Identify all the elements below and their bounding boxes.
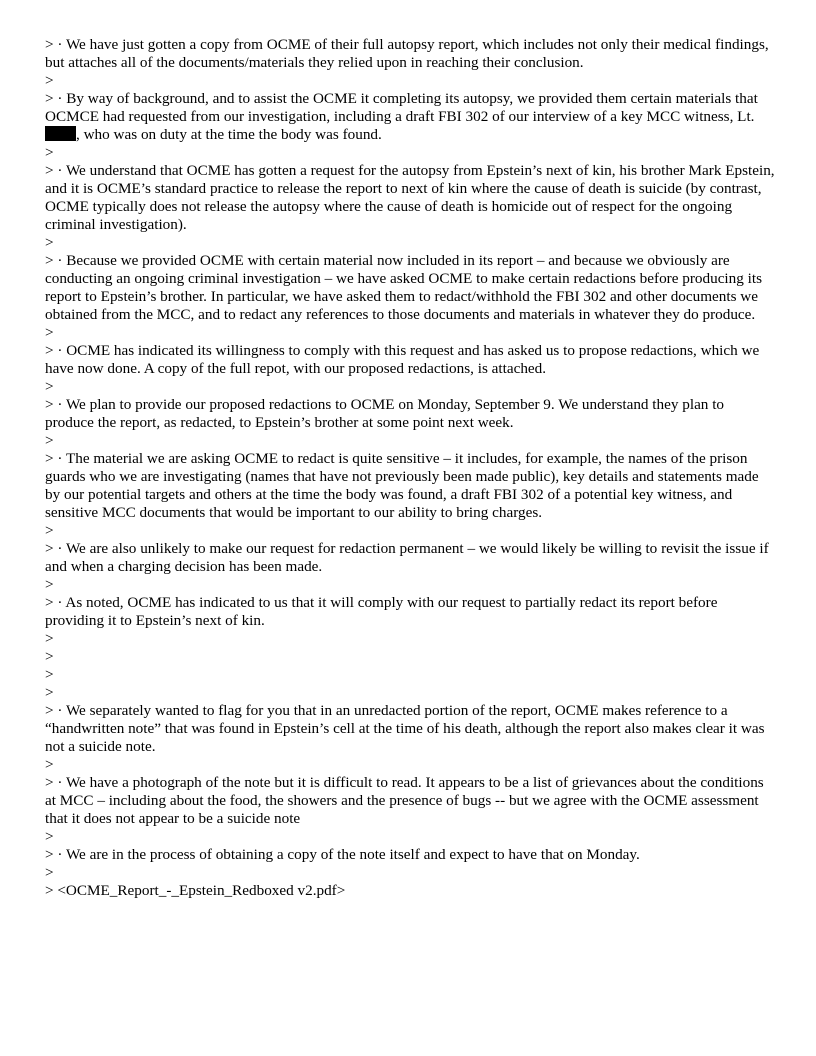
paragraph-obtaining-copy: > · We are in the process of obtaining a copy of the note itself and expect to have that on Monday. [45, 846, 640, 863]
email-body [45, 36, 775, 900]
quote-marker: > [45, 864, 54, 881]
paragraph-background-text: > · By way of background, and to assist the OCME it completing its autopsy, we provided them certain materials that OCMCE had requested from our investigation, including a draft FBI 302 of our interview of a key MCC witness, Lt. [45, 90, 758, 125]
paragraph-plan: > · We plan to provide our proposed redactions to OCME on Monday, September 9. We understand they plan to produce the report, as redacted, to Epstein’s brother at some point next week. [45, 396, 725, 431]
quote-marker: > [45, 576, 54, 593]
paragraph-background [45, 90, 775, 144]
quote-marker: > [45, 234, 54, 251]
quote-marker: > [45, 432, 54, 449]
paragraph-as-noted: > · As noted, OCME has indicated to us that it will comply with our request to partially redact its report before providing it to Epstein’s next of kin. [45, 594, 718, 629]
quote-marker: > [45, 72, 54, 89]
redaction-box [45, 126, 76, 141]
paragraph-sensitive-material: > · The material we are asking OCME to redact is quite sensitive – it includes, for example, the names of the prison guards who we are investigating (names that have not previously been made public), key details and statements made by our potential targets and others at the time the body was found, a draft FBI 302 of a potential key witness, and sensitive MCC documents that would be important to our ability to bring charges. [45, 450, 759, 521]
paragraph-handwritten-note: > · We separately wanted to flag for you that in an unredacted portion of the report, OCME makes reference to a “handwritten note” that was found in Epstein’s cell at the time of his death, although the report also makes clear it was not a suicide note. [45, 702, 765, 755]
quote-marker: > [45, 756, 54, 773]
quote-marker: > [45, 378, 54, 395]
attachment-reference: > <OCME_Report_-_Epstein_Redboxed v2.pdf> [45, 882, 346, 899]
paragraph-next-of-kin: > · We understand that OCME has gotten a request for the autopsy from Epstein’s next of kin, his brother Mark Epstein, and it is OCME’s standard practice to release the report to next of kin where the cause of death is suicide (by contrast, OCME typically does not release the autopsy where the cause of death is homicide out of respect for the ongoing criminal investigation). [45, 162, 775, 233]
quote-marker: > [45, 324, 54, 341]
quote-marker: > [45, 828, 54, 845]
quote-marker: > [45, 522, 54, 539]
quote-marker: > [45, 630, 54, 647]
paragraph-ocme-willingness: > · OCME has indicated its willingness to comply with this request and has asked us to propose redactions, which we have now done. A copy of the full repot, with our proposed redactions, is attached. [45, 342, 760, 377]
paragraph-redaction-request: > · Because we provided OCME with certain material now included in its report – and because we obviously are conducting an ongoing criminal investigation – we have asked OCME to make certain redactions before producing its report to Epstein’s brother. In particular, we have asked them to redact/withhold the FBI 302 and other documents we obtained from the MCC, and to redact any references to those documents and materials in whatever they do produce. [45, 252, 762, 323]
paragraph-autopsy-copy: > · We have just gotten a copy from OCME of their full autopsy report, which includes not only their medical findings, but attaches all of the documents/materials they relied upon in reaching their conclusion. [45, 36, 769, 71]
quote-marker: > [45, 666, 54, 683]
quote-marker: > [45, 648, 54, 665]
quote-marker: > [45, 684, 54, 701]
quote-marker: > [45, 144, 54, 161]
paragraph-background-suffix: , who was on duty at the time the body was found. [76, 126, 382, 143]
paragraph-not-permanent: > · We are also unlikely to make our request for redaction permanent – we would likely be willing to revisit the issue if and when a charging decision has been made. [45, 540, 769, 575]
paragraph-photograph: > · We have a photograph of the note but it is difficult to read. It appears to be a list of grievances about the conditions at MCC – including about the food, the showers and the presence of bugs -- but we agree with the OCME assessment that it does not appear to be a suicide note [45, 774, 764, 827]
